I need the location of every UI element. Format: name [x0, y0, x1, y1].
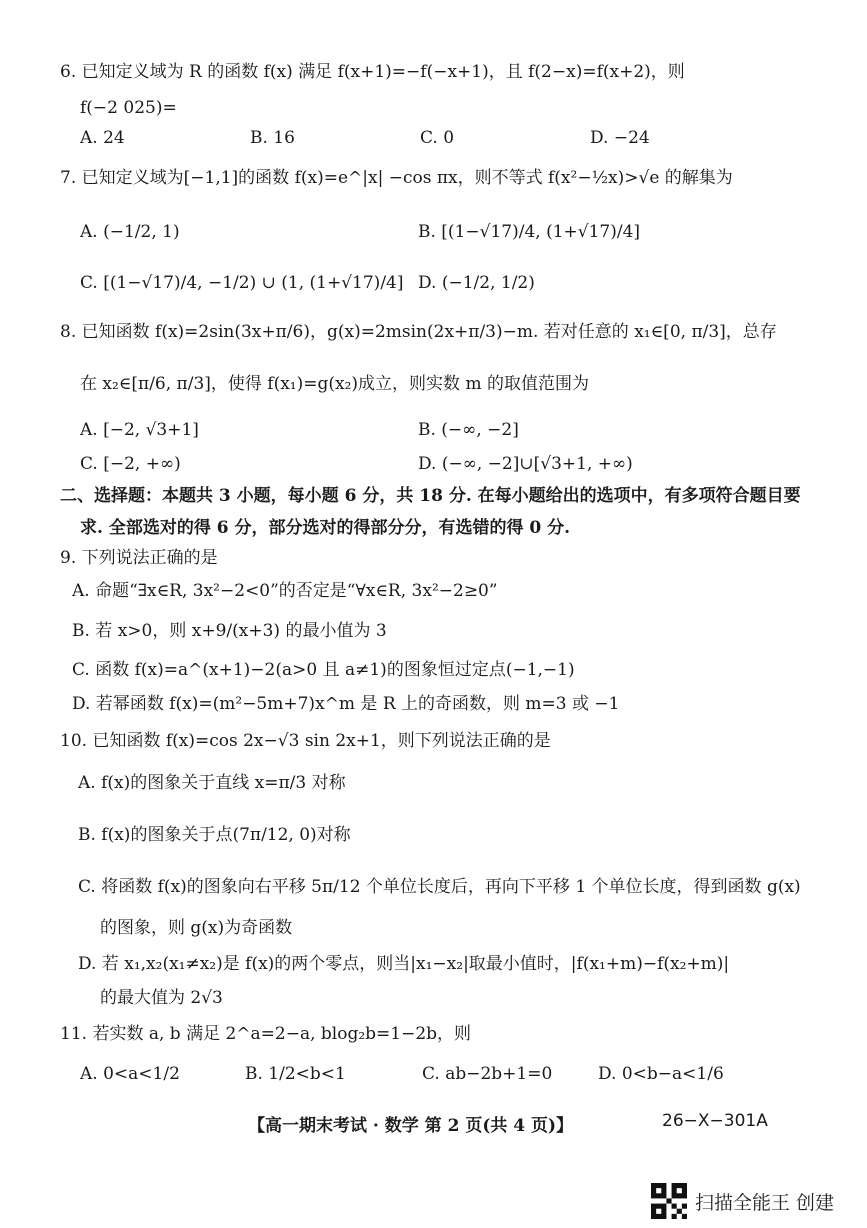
q11-stem: 11. 若实数 a, b 满足 2^a=2−a, blog₂b=1−2b，则 [60, 1024, 472, 1044]
q11-option-c: C. ab−2b+1=0 [422, 1064, 553, 1084]
q10-option-c-line1: C. 将函数 f(x)的图象向右平移 5π/12 个单位长度后，再向下平移 1 个单位长度，得到函数 g(x) [78, 877, 801, 897]
q7-option-d: D. (−1/2, 1/2) [418, 273, 535, 293]
q6-option-b: B. 16 [250, 128, 295, 148]
q7-option-c: C. [(1−√17)/4, −1/2) ∪ (1, (1+√17)/4] [80, 273, 404, 293]
q9-option-b: B. 若 x>0，则 x+9/(x+3) 的最小值为 3 [72, 621, 387, 641]
q8-option-a: A. [−2, √3+1] [80, 420, 199, 440]
q7-option-a: A. (−1/2, 1) [80, 222, 180, 242]
q10-option-d-line2: 的最大值为 2√3 [100, 988, 223, 1008]
q9-option-a: A. 命题“∃x∈R, 3x²−2<0”的否定是“∀x∈R, 3x²−2≥0” [72, 581, 498, 601]
page-footer: 【高一期末考试 · 数学 第 2 页(共 4 页)】 [248, 1116, 574, 1136]
q9-stem: 9. 下列说法正确的是 [60, 548, 218, 568]
q10-stem: 10. 已知函数 f(x)=cos 2x−√3 sin 2x+1，则下列说法正确的是 [60, 731, 551, 751]
q7-stem: 7. 已知定义域为[−1,1]的函数 f(x)=e^|x| −cos πx，则不等式 f(x²−½x)>√e 的解集为 [60, 168, 733, 188]
q10-option-a: A. f(x)的图象关于直线 x=π/3 对称 [78, 773, 346, 793]
q9-option-c: C. 函数 f(x)=a^(x+1)−2(a>0 且 a≠1)的图象恒过定点(−1,−1) [72, 660, 575, 680]
q10-option-c-line2: 的图象，则 g(x)为奇函数 [100, 918, 293, 938]
qr-code-icon [651, 1183, 687, 1219]
q9-option-d: D. 若幂函数 f(x)=(m²−5m+7)x^m 是 R 上的奇函数，则 m=3 或 −1 [72, 694, 620, 714]
q8-stem-line2: 在 x₂∈[π/6, π/3]，使得 f(x₁)=g(x₂)成立，则实数 m 的取值范围为 [80, 374, 589, 394]
q11-option-b: B. 1/2<b<1 [245, 1064, 346, 1084]
q6-option-c: C. 0 [420, 128, 455, 148]
q6-stem-line2: f(−2 025)= [80, 98, 177, 118]
q8-option-c: C. [−2, +∞) [80, 454, 181, 474]
q10-option-d-line1: D. 若 x₁,x₂(x₁≠x₂)是 f(x)的两个零点，则当|x₁−x₂|取最小值时，|f(x₁+m)−f(x₂+m)| [78, 954, 730, 974]
q8-option-d: D. (−∞, −2]∪[√3+1, +∞) [418, 454, 633, 474]
q6-option-d: D. −24 [590, 128, 650, 148]
section2-heading-line1: 二、选择题：本题共 3 小题，每小题 6 分，共 18 分. 在每小题给出的选项中，有多项符合题目要 [60, 486, 801, 506]
q7-option-b: B. [(1−√17)/4, (1+√17)/4] [418, 222, 641, 242]
q6-stem-line1: 6. 已知定义域为 R 的函数 f(x) 满足 f(x+1)=−f(−x+1)，且 f(2−x)=f(x+2)，则 [60, 62, 685, 82]
q11-option-d: D. 0<b−a<1/6 [598, 1064, 724, 1084]
exam-code: 26−X−301A [662, 1111, 768, 1131]
scanner-watermark [651, 1183, 834, 1219]
q8-stem-line1: 8. 已知函数 f(x)=2sin(3x+π/6)，g(x)=2msin(2x+π/3)−m. 若对任意的 x₁∈[0, π/3]，总存 [60, 322, 777, 342]
watermark-text: 扫描全能王 创建 [695, 1191, 835, 1214]
q8-option-b: B. (−∞, −2] [418, 420, 519, 440]
q11-option-a: A. 0<a<1/2 [80, 1064, 180, 1084]
q10-option-b: B. f(x)的图象关于点(7π/12, 0)对称 [78, 825, 351, 845]
section2-heading-line2: 求. 全部选对的得 6 分，部分选对的得部分分，有选错的得 0 分. [80, 518, 571, 538]
q6-option-a: A. 24 [80, 128, 125, 148]
